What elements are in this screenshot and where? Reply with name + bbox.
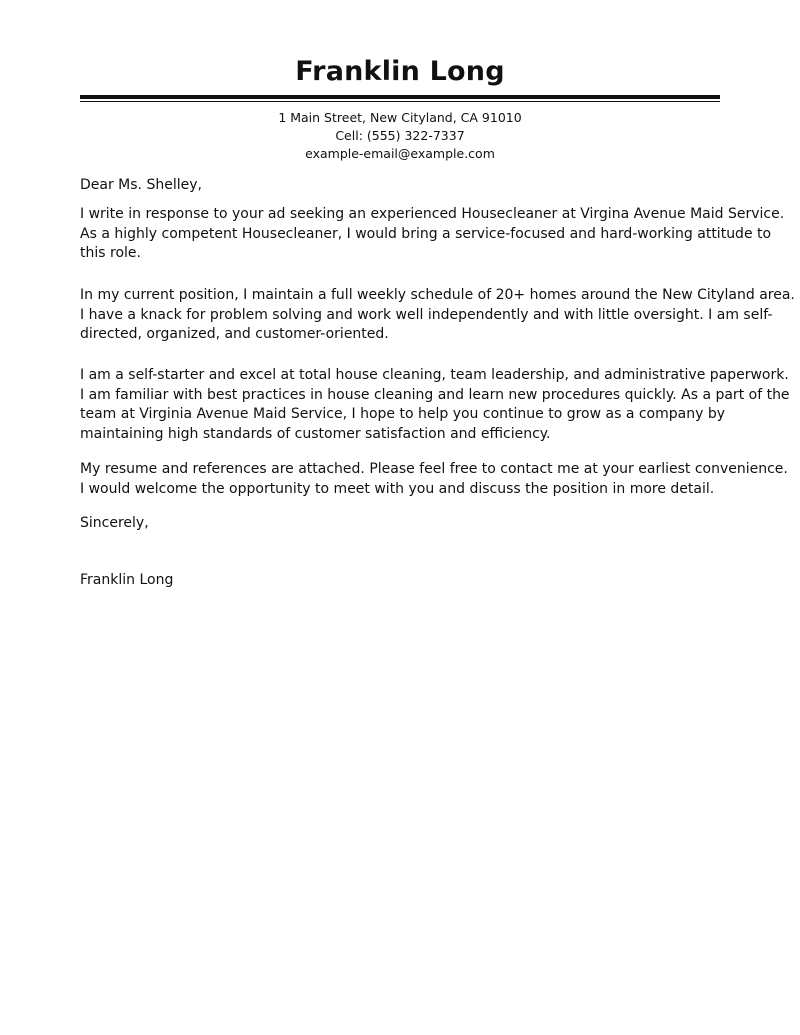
paragraph-intro [80,205,785,264]
contact-phone: Cell: (555) 322-7337 [335,128,465,143]
paragraph-closing [80,460,788,499]
header-divider-thick [80,95,720,99]
paragraph-skills [80,366,790,444]
paragraph-current-position [80,286,795,345]
applicant-name: Franklin Long [295,56,505,87]
closing: Sincerely, [80,515,149,531]
paragraph-line: I would welcome the opportunity to meet with you and discuss the position in more detail. [80,480,715,497]
contact-email: example-email@example.com [305,146,495,161]
salutation: Dear Ms. Shelley, [80,177,202,193]
paragraph-line: directed, organized, and customer-oriented. [80,326,389,342]
paragraph-line: maintaining high standards of customer satisfaction and efficiency. [80,425,551,442]
header-divider-thin [80,101,720,102]
contact-address: 1 Main Street, New Cityland, CA 91010 [278,110,522,125]
paragraph-line: I have a knack for problem solving and work well independently and with little oversight. I am self- [80,306,773,323]
paragraph-line: this role. [80,245,141,261]
paragraph-line: As a highly competent Housecleaner, I would bring a service-focused and hard-working attitude to [80,225,772,242]
signature-name: Franklin Long [80,572,174,588]
paragraph-line: I am familiar with best practices in house cleaning and learn new procedures quickly. As a part of the [80,386,790,403]
paragraph-line: In my current position, I maintain a full weekly schedule of 20+ homes around the New Cityland area. [80,287,795,303]
paragraph-line: My resume and references are attached. Please feel free to contact me at your earliest convenience. [80,461,788,477]
paragraph-line: I am a self-starter and excel at total house cleaning, team leadership, and administrative paperwork. [80,367,789,383]
paragraph-line: team at Virginia Avenue Maid Service, I hope to help you continue to grow as a company by [80,406,726,422]
paragraph-line: I write in response to your ad seeking an experienced Housecleaner at Virgina Avenue Maid Service. [80,206,785,222]
